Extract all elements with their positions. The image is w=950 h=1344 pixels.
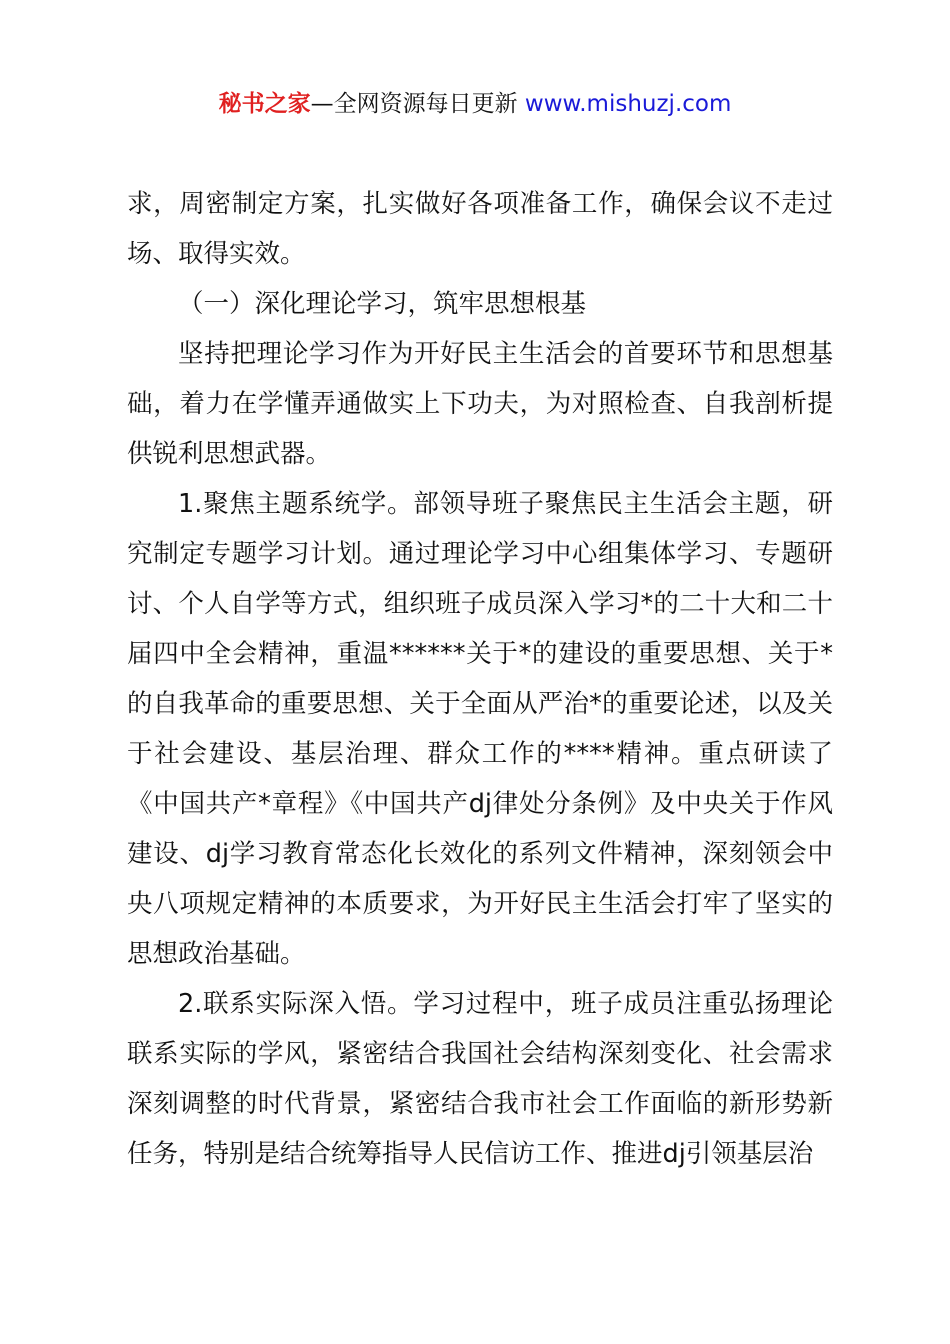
brand-name: 秘书之家 — [218, 91, 311, 117]
page-header — [0, 86, 950, 122]
document-body — [127, 179, 833, 1179]
section-heading: （一）深化理论学习，筑牢思想根基 — [178, 289, 587, 319]
paragraph: 1.聚焦主题系统学。部领导班子聚焦民主生活会主题，研究制定专题学习计划。通过理论学习中心组集体学习、专题研讨、个人自学等方式，组织班子成员深入学习*的二十大和二十届四中全会精神，重温******关于*的建设的重要思想、关于*的自我革命的重要思想、关于全面从严治*的重要论述，以及关于社会建设、基层治理、群众工作的****精神。重点研读了《中国共产*章程》《中国共产dj律处分条例》及中央关于作风建设、dj学习教育常态化长效化的系列文件精神，深刻领会中央八项规定精神的本质要求，为开好民主生活会打牢了坚实的思想政治基础。 — [127, 489, 833, 969]
header-tagline: —全网资源每日更新 — [310, 91, 525, 117]
paragraph: 2.联系实际深入悟。学习过程中，班子成员注重弘扬理论联系实际的学风，紧密结合我国社会结构深刻变化、社会需求深刻调整的时代背景，紧密结合我市社会工作面临的新形势新任务，特别是结合统筹指导人民信访工作、推进dj引领基层治 — [127, 989, 833, 1169]
paragraph: 坚持把理论学习作为开好民主生活会的首要环节和思想基础，着力在学懂弄通做实上下功夫，为对照检查、自我剖析提供锐利思想武器。 — [127, 339, 833, 469]
paragraph-continuation: 求，周密制定方案，扎实做好各项准备工作，确保会议不走过场、取得实效。 — [127, 189, 833, 269]
site-url[interactable]: www.mishuzj.com — [524, 91, 732, 117]
